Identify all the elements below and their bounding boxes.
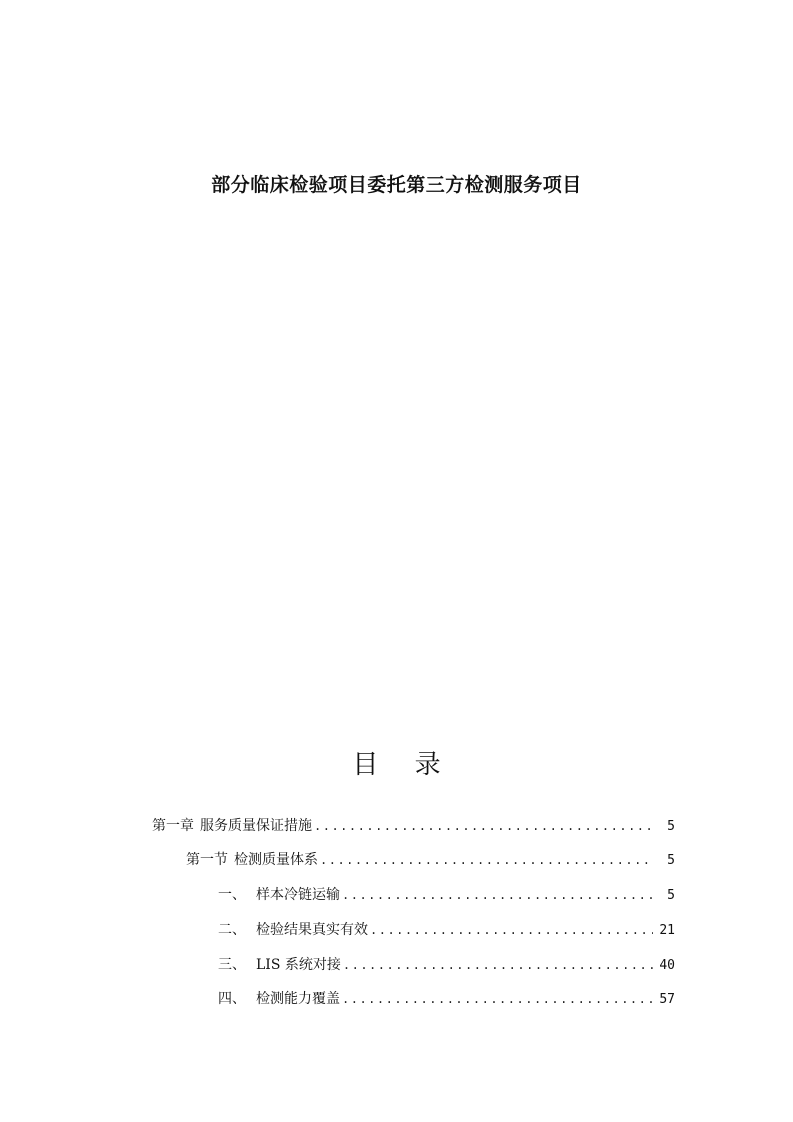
toc-entry-number: 二、 [218,922,246,938]
toc-dot-leader [370,916,653,944]
toc-entry-page: 5 [667,819,675,834]
toc-entry-text: 服务质量保证措施 [200,818,312,834]
toc-entry-item-3[interactable] [218,951,675,979]
toc-entry-number: 三、 [218,957,246,973]
toc-dot-leader [342,985,653,1013]
toc-entry-number: 第一节 [186,852,228,868]
toc-entry-text: 检验结果真实有效 [256,922,368,938]
toc-entry-text: LIS 系统对接 [256,957,341,973]
toc-entry-text: 检测能力覆盖 [256,991,340,1007]
toc-dot-leader [343,951,653,979]
toc-entry-page: 57 [659,992,675,1007]
toc-entry-page: 21 [659,923,675,938]
toc-entry-item-2[interactable] [218,916,675,944]
toc-entry-text: 样本冷链运输 [256,887,340,903]
document-title: 部分临床检验项目委托第三方检测服务项目 [211,174,582,196]
toc-heading: 目 录 [352,750,455,780]
toc-entry-number: 一、 [218,887,246,903]
toc-entry-text: 检测质量体系 [234,852,318,868]
toc-entry-section-1[interactable] [186,846,675,874]
toc-dot-leader [320,846,653,874]
toc-entry-page: 5 [667,888,675,903]
toc-entry-number: 四、 [218,991,246,1007]
toc-entry-page: 5 [667,853,675,868]
toc-entry-item-1[interactable] [218,881,675,909]
toc-entry-chapter-1[interactable] [152,812,675,840]
toc-entry-item-4[interactable] [218,985,675,1013]
toc-dot-leader [342,881,653,909]
toc-entry-page: 40 [659,958,675,973]
toc-dot-leader [314,812,653,840]
toc-entry-number: 第一章 [152,818,194,834]
